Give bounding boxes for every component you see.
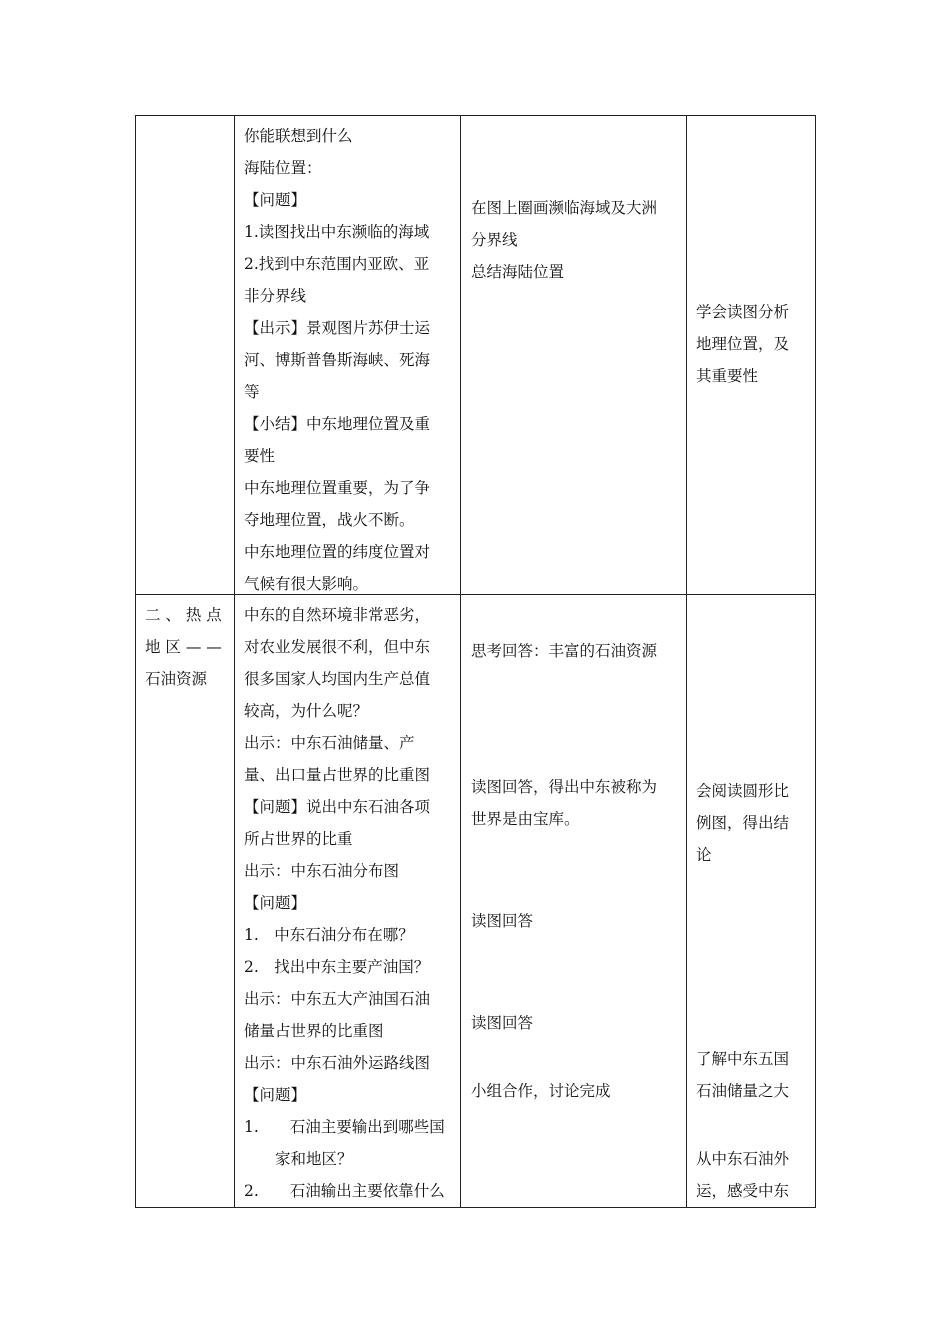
text-line: 出示：中东石油外运路线图 [244, 1054, 431, 1072]
text-line: 等 [244, 383, 260, 401]
text-line: 会阅读圆形比 [696, 782, 790, 800]
text-line: 在图上圈画濒临海域及大洲 [471, 199, 658, 217]
text-line: 论 [696, 846, 712, 864]
text-line: 例图，得出结 [696, 814, 790, 832]
text-line: 2. 找出中东主要产油国？ [244, 958, 430, 976]
text-line: 学会读图分析 [696, 303, 790, 321]
text-line: 1. 中东石油分布在哪？ [244, 926, 414, 944]
text-line: 二 、 热 点 [145, 606, 222, 624]
row1-design-intent-cell [687, 116, 816, 595]
row2-student-activity-cell [461, 595, 687, 1208]
text-line: 对农业发展很不利，但中东 [244, 638, 431, 656]
text-line: 【问题】说出中东石油各项 [244, 798, 431, 816]
text-line: 家和地区？ [244, 1150, 353, 1168]
text-line: 其重要性 [696, 367, 759, 385]
row2-design-intent-cell [687, 595, 816, 1208]
text-line: 思考回答：丰富的石油资源 [471, 642, 658, 660]
text-line: 夺地理位置，战火不断。 [244, 511, 415, 529]
text-line: 世界是由宝库。 [471, 810, 580, 828]
text-line: 读图回答 [471, 912, 534, 930]
text-line: 出示：中东石油储量、产 [244, 734, 415, 752]
text-line: 从中东石油外 [696, 1150, 790, 1168]
text-line: 中东地理位置重要，为了争 [244, 479, 431, 497]
text-line: 【问题】 [244, 894, 307, 912]
text-line: 中东的自然环境非常恶劣， [244, 606, 431, 624]
text-line: 了解中东五国 [696, 1050, 790, 1068]
text-line: 小组合作，讨论完成 [471, 1082, 611, 1100]
text-line: 较高，为什么呢？ [244, 702, 369, 720]
text-line: 石油资源 [145, 670, 208, 688]
text-line: 地 区 — — [145, 638, 222, 656]
text-line: 石油储量之大 [696, 1082, 790, 1100]
row1-teacher-activity-cell [235, 116, 461, 595]
row1-student-activity-cell [461, 116, 687, 595]
text-line: 【问题】 [244, 1086, 307, 1104]
text-line: 【小结】中东地理位置及重 [244, 415, 431, 433]
text-line: 中东地理位置的纬度位置对 [244, 543, 431, 561]
row1-stage-cell [136, 116, 235, 595]
text-line: 储量占世界的比重图 [244, 1022, 384, 1040]
text-line: 河、博斯普鲁斯海峡、死海 [244, 351, 431, 369]
text-line: 【问题】 [244, 191, 307, 209]
row2-teacher-activity-cell [235, 595, 461, 1208]
text-line: 2.找到中东范围内亚欧、亚 [244, 255, 430, 273]
text-line: 很多国家人均国内生产总值 [244, 670, 431, 688]
text-line: 出示：中东石油分布图 [244, 862, 400, 880]
table-row [136, 595, 816, 1208]
table-row [136, 116, 816, 595]
text-line: 海陆位置： [244, 159, 322, 177]
text-line: 气候有很大影响。 [244, 575, 369, 593]
text-line: 2. 石油输出主要依靠什么 [244, 1182, 445, 1200]
lesson-plan-table [135, 115, 816, 1208]
text-line: 所占世界的比重 [244, 830, 353, 848]
text-line: 读图回答 [471, 1014, 534, 1032]
text-line: 1.读图找出中东濒临的海域 [244, 223, 430, 241]
text-line: 1. 石油主要输出到哪些国 [244, 1118, 445, 1136]
text-line: 你能联想到什么 [244, 127, 353, 145]
text-line: 总结海陆位置 [471, 263, 565, 281]
text-line: 要性 [244, 447, 276, 465]
text-line: 运，感受中东 [696, 1182, 790, 1200]
text-line: 【出示】景观图片苏伊士运 [244, 319, 431, 337]
text-line: 地理位置，及 [696, 335, 790, 353]
text-line: 分界线 [471, 231, 518, 249]
text-line: 读图回答，得出中东被称为 [471, 778, 658, 796]
text-line: 非分界线 [244, 287, 307, 305]
text-line: 出示：中东五大产油国石油 [244, 990, 431, 1008]
text-line: 量、出口量占世界的比重图 [244, 766, 431, 784]
row2-stage-cell [136, 595, 235, 1208]
